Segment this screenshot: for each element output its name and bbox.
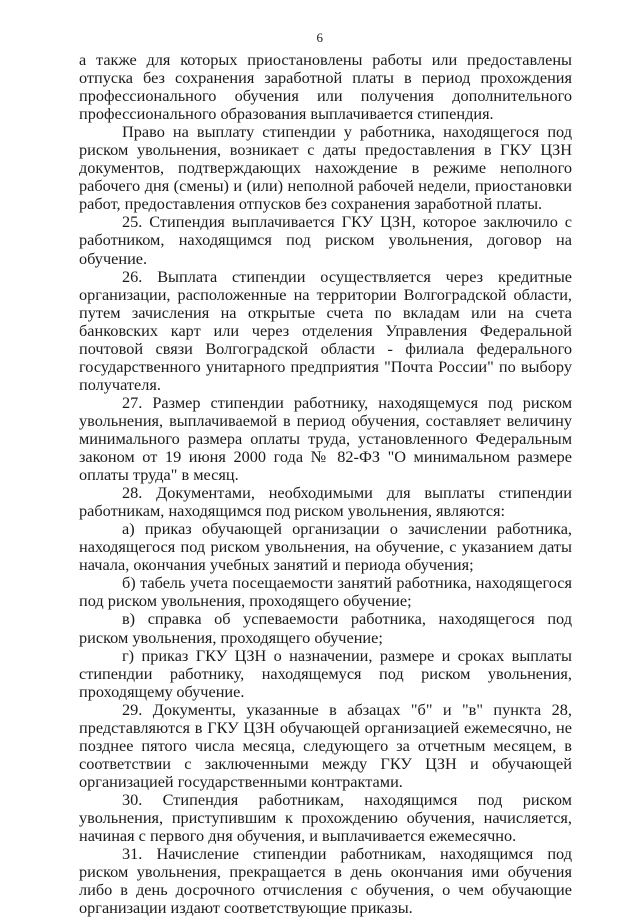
paragraph-31: 31. Начисление стипендии работникам, находящимся под риском увольнения, прекращается в день окончания ими обучения либо в день досрочного отчисления с обучения, о чем обучающие организации издают соответствующие приказы. — [79, 844, 572, 917]
paragraph-28-a: а) приказ обучающей организации о зачислении работника, находящегося под риском увольнения, на обучение, с указанием даты начала, окончания учебных занятий и периода обучения; — [79, 519, 572, 575]
paragraph-28: 28. Документами, необходимыми для выплаты стипендии работникам, находящимся под риском увольнения, являются: — [79, 483, 572, 521]
page-number: 6 — [316, 30, 324, 45]
paragraph-27: 27. Размер стипендии работнику, находящемуся под риском увольнения, выплачиваемой в период обучения, составляет величину минимального размера оплаты труда, установленного Федеральным законом от 19 июня 2000 года № 82-ФЗ "О минимальном размере оплаты труда" в месяц. — [79, 392, 572, 485]
paragraph-25: 25. Стипендия выплачивается ГКУ ЦЗН, которое заключило с работником, находящимся под риском увольнения, договор на обучение. — [79, 212, 572, 268]
paragraph-29: 29. Документы, указанные в абзацах "б" и "в" пункта 28, представляются в ГКУ ЦЗН обучающей организацией ежемесячно, не позднее пятого числа месяца, следующего за отчетным месяцем, в соответствии с заключенными между ГКУ ЦЗН и обучающей организацией государственными контрактами. — [79, 699, 572, 791]
paragraph-28-g: г) приказ ГКУ ЦЗН о назначении, размере и сроках выплаты стипендии работнику, находящемуся под риском увольнения, проходящему обучение. — [79, 645, 572, 701]
paragraph-30: 30. Стипендия работникам, находящимся под риском увольнения, приступившим к прохождению обучения, начисляется, начиная с первого дня обучения, и выплачивается ежемесячно. — [79, 789, 572, 846]
paragraph-right-to-stipend: Право на выплату стипендии у работника, находящегося под риском увольнения, возникает с даты предоставления в ГКУ ЦЗН документов, подтверждающих нахождение в режиме неполного рабочего дня (смены) и (или) неполной рабочей недели, приостановки работ, предоставления отпусков без сохранения заработной платы. — [79, 122, 572, 214]
document-body — [79, 51, 572, 917]
paragraph-26: 26. Выплата стипендии осуществляется через кредитные организации, расположенные на территории Волгоградской области, путем зачисления на открытые счета по вкладам или на счета банковских карт или через отделения Управления Федеральной почтовой связи Волгоградской области - филиала федерального государственного унитарного предприятия "Почта России" по выбору получателя. — [79, 266, 572, 394]
paragraph-28-v: в) справка об успеваемости работника, находящегося под риском увольнения, проходящего обучение; — [79, 609, 572, 647]
paragraph-continuation: а также для которых приостановлены работы или предоставлены отпуска без сохранения заработной платы в период прохождения профессионального обучения или получения дополнительного профессионального образования выплачивается стипендия. — [79, 50, 572, 124]
paragraph-28-b: б) табель учета посещаемости занятий работника, находящегося под риском увольнения, проходящего обучение; — [79, 573, 572, 611]
